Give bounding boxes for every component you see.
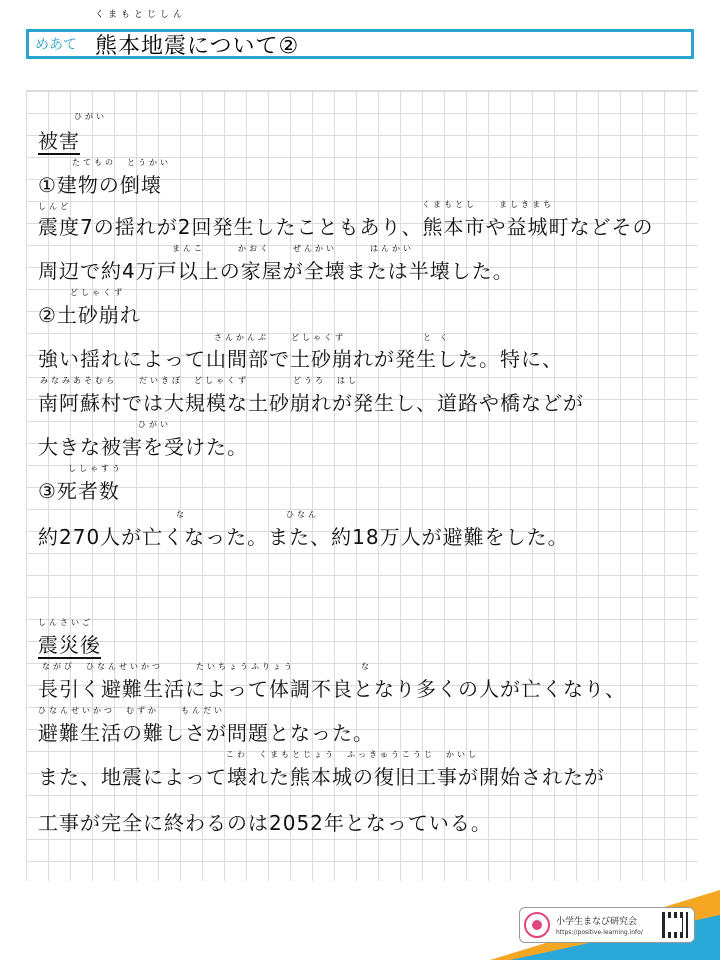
item1-ruby: たてもの とうかい bbox=[72, 158, 171, 167]
grid-notebook bbox=[26, 90, 698, 881]
page-title bbox=[95, 9, 300, 60]
after-line2-ruby: ひなんせいかつ むずか もんだい bbox=[38, 706, 225, 715]
after-line1-ruby: ながび ひなんせいかつ たいちょうふりょう な bbox=[42, 662, 372, 671]
title-text: 熊本地震について② bbox=[95, 33, 300, 59]
after-line3-ruby: こわ くまもとじょう ふっきゅうこうじ かいし bbox=[226, 750, 479, 759]
after-line2: 避難生活の難しさが問題となった。 bbox=[38, 721, 374, 745]
goal-label: めあて bbox=[35, 37, 77, 53]
item3-line1: 約270人が亡くなった。また、約18万人が避難をした。 bbox=[38, 525, 569, 549]
damage-heading-ruby: ひがい bbox=[74, 112, 107, 121]
after-heading-ruby: しんさいご bbox=[38, 618, 93, 627]
item1-line2: 周辺で約4万戸以上の家屋が全壊または半壊した。 bbox=[38, 259, 514, 283]
item2-line1-ruby: さんかんぶ どしゃくず と く bbox=[214, 333, 451, 342]
item1-line1: 震度7の揺れが2回発生したこともあり、熊本市や益城町などその bbox=[38, 215, 654, 239]
item2-line1: 強い揺れによって山間部で土砂崩れが発生した。特に、 bbox=[38, 347, 563, 371]
item2-ruby: どしゃくず bbox=[70, 288, 125, 297]
item1-line1-ruby-b: くまもとし ましきまち bbox=[422, 200, 554, 209]
item3-ruby: ししゃすう bbox=[68, 464, 123, 473]
brand-url[interactable]: https://positive-learning.info/ bbox=[556, 929, 643, 936]
title-ruby: くまもとじしん bbox=[95, 9, 187, 20]
brand-name: 小学生まなび研究会 bbox=[556, 917, 638, 927]
item3-line1-ruby: な ひなん bbox=[176, 510, 319, 519]
after-line4: 工事が完全に終わるのは2052年となっている。 bbox=[38, 811, 492, 835]
item2-title: ②土砂崩れ bbox=[38, 303, 141, 327]
item1-line2-ruby: まんこ かおく ぜんかい はんかい bbox=[172, 244, 414, 253]
item1-title: ①建物の倒壊 bbox=[38, 173, 162, 197]
item2-line3-ruby: ひがい bbox=[138, 420, 171, 429]
item2-line2-ruby: みなみあそむら だいきぼ どしゃくず どうろ はし bbox=[40, 376, 359, 385]
brand-badge[interactable] bbox=[519, 907, 695, 943]
brand-logo-icon bbox=[524, 912, 550, 938]
item1-line1-ruby-a: しんど bbox=[38, 202, 71, 211]
after-line1: 長引く避難生活によって体調不良となり多くの人が亡くなり、 bbox=[38, 677, 626, 701]
after-line3: また、地震によって壊れた熊本城の復旧工事が開始されたが bbox=[38, 765, 605, 789]
item3-title: ③死者数 bbox=[38, 479, 120, 503]
damage-heading: 被害 bbox=[38, 129, 80, 153]
item2-line3: 大きな被害を受けた。 bbox=[38, 435, 248, 459]
brand-text bbox=[556, 914, 643, 936]
item2-line2: 南阿蘇村では大規模な土砂崩れが発生し、道路や橋などが bbox=[38, 391, 584, 415]
qr-code-icon bbox=[662, 912, 688, 938]
goal-banner bbox=[26, 9, 694, 59]
after-heading: 震災後 bbox=[38, 633, 101, 657]
